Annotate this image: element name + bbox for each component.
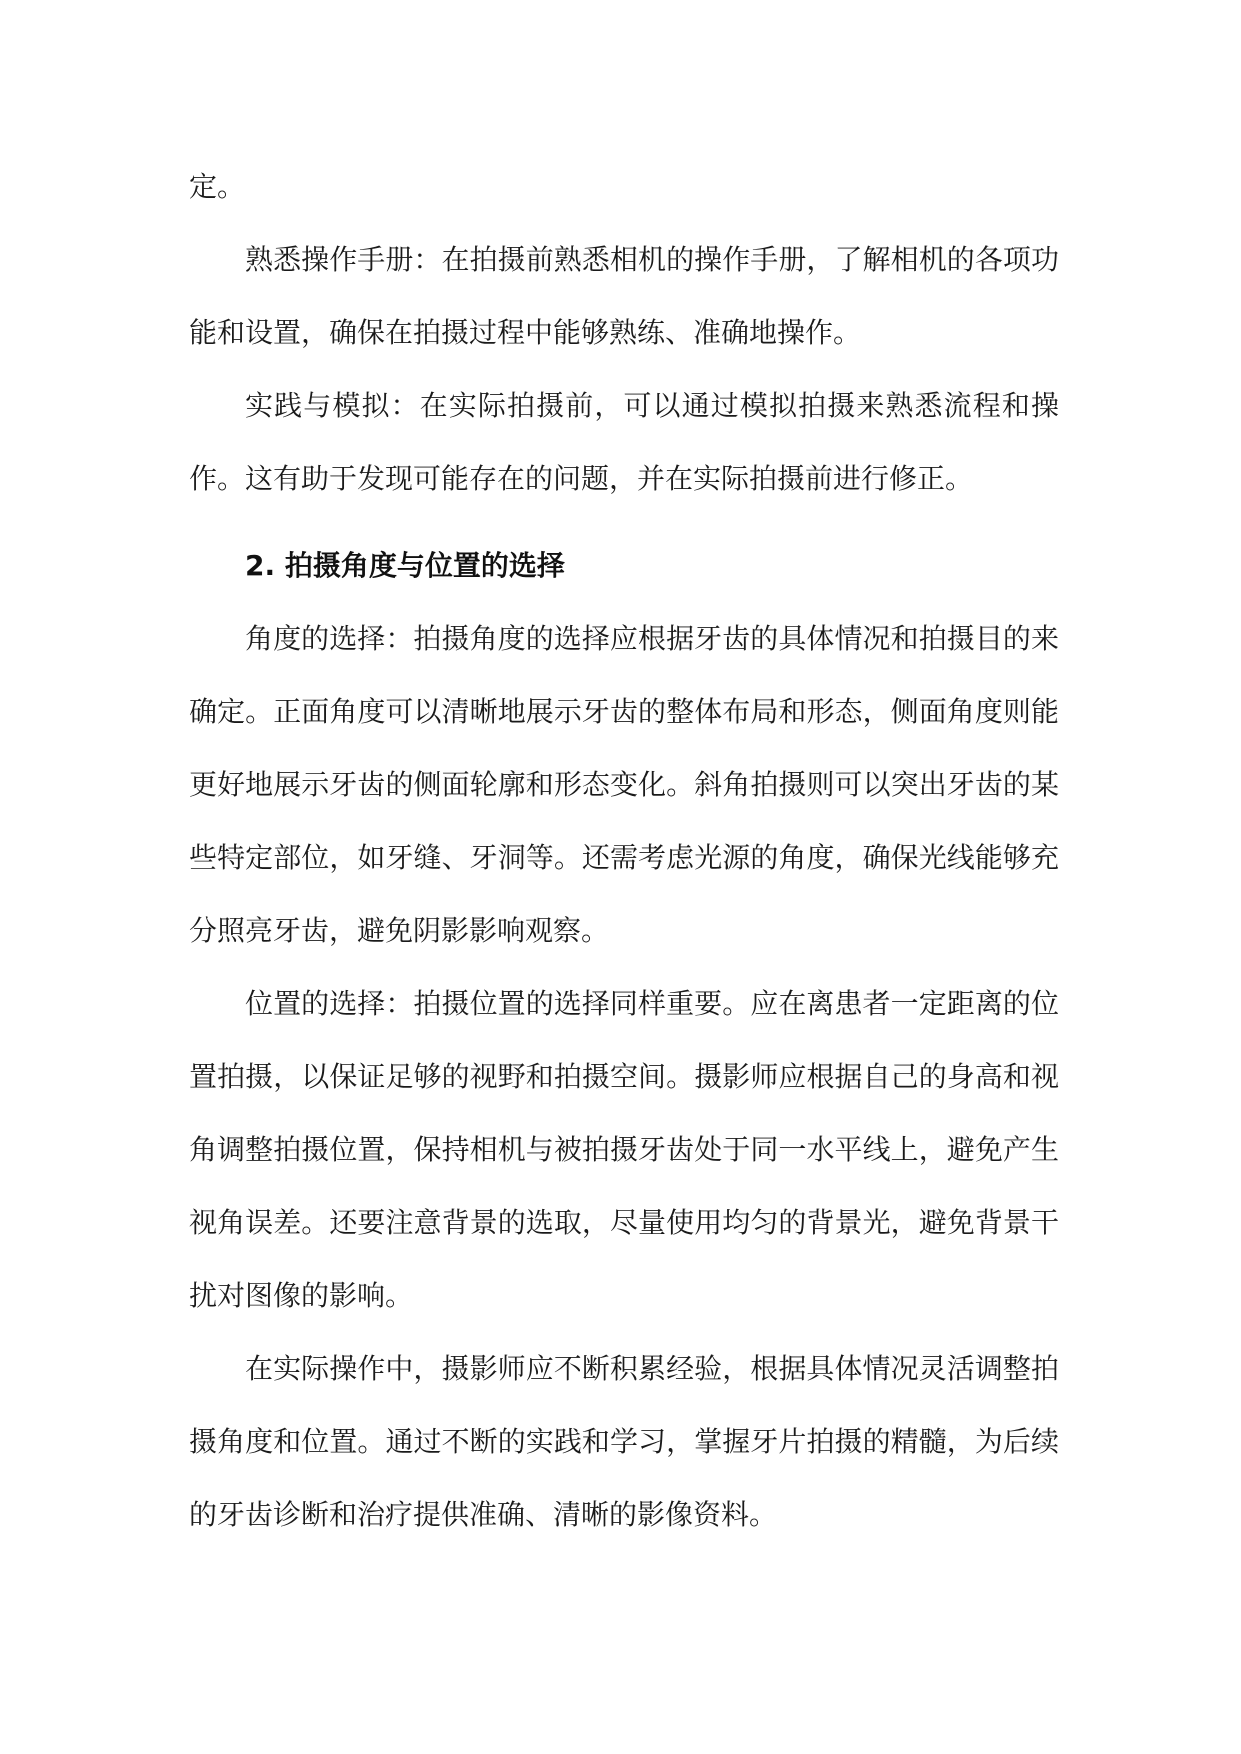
- paragraph-position: 位置的选择：拍摄位置的选择同样重要。应在离患者一定距离的位置拍摄，以保证足够的视野和拍摄空间。摄影师应根据自己的身高和视角调整拍摄位置，保持相机与被拍摄牙齿处于同一水平线上，避免产生视角误差。还要注意背景的选取，尽量使用均匀的背景光，避免背景干扰对图像的影响。: [189, 987, 1059, 1312]
- paragraph-practice: 实践与模拟：在实际拍摄前，可以通过模拟拍摄来熟悉流程和操作。这有助于发现可能存在的问题，并在实际拍摄前进行修正。: [189, 389, 1059, 495]
- document-body: [189, 150, 1059, 1551]
- paragraph-summary: 在实际操作中，摄影师应不断积累经验，根据具体情况灵活调整拍摄角度和位置。通过不断的实践和学习，掌握牙片拍摄的精髓，为后续的牙齿诊断和治疗提供准确、清晰的影像资料。: [189, 1352, 1059, 1531]
- paragraph-continuation: 定。: [189, 170, 246, 203]
- paragraph-manual: 熟悉操作手册：在拍摄前熟悉相机的操作手册，了解相机的各项功能和设置，确保在拍摄过程中能够熟练、准确地操作。: [189, 243, 1059, 349]
- section-heading: 2. 拍摄角度与位置的选择: [245, 549, 565, 582]
- paragraph-angle: 角度的选择：拍摄角度的选择应根据牙齿的具体情况和拍摄目的来确定。正面角度可以清晰地展示牙齿的整体布局和形态，侧面角度则能更好地展示牙齿的侧面轮廓和形态变化。斜角拍摄则可以突出牙齿的某些特定部位，如牙缝、牙洞等。还需考虑光源的角度，确保光线能够充分照亮牙齿，避免阴影影响观察。: [189, 622, 1059, 947]
